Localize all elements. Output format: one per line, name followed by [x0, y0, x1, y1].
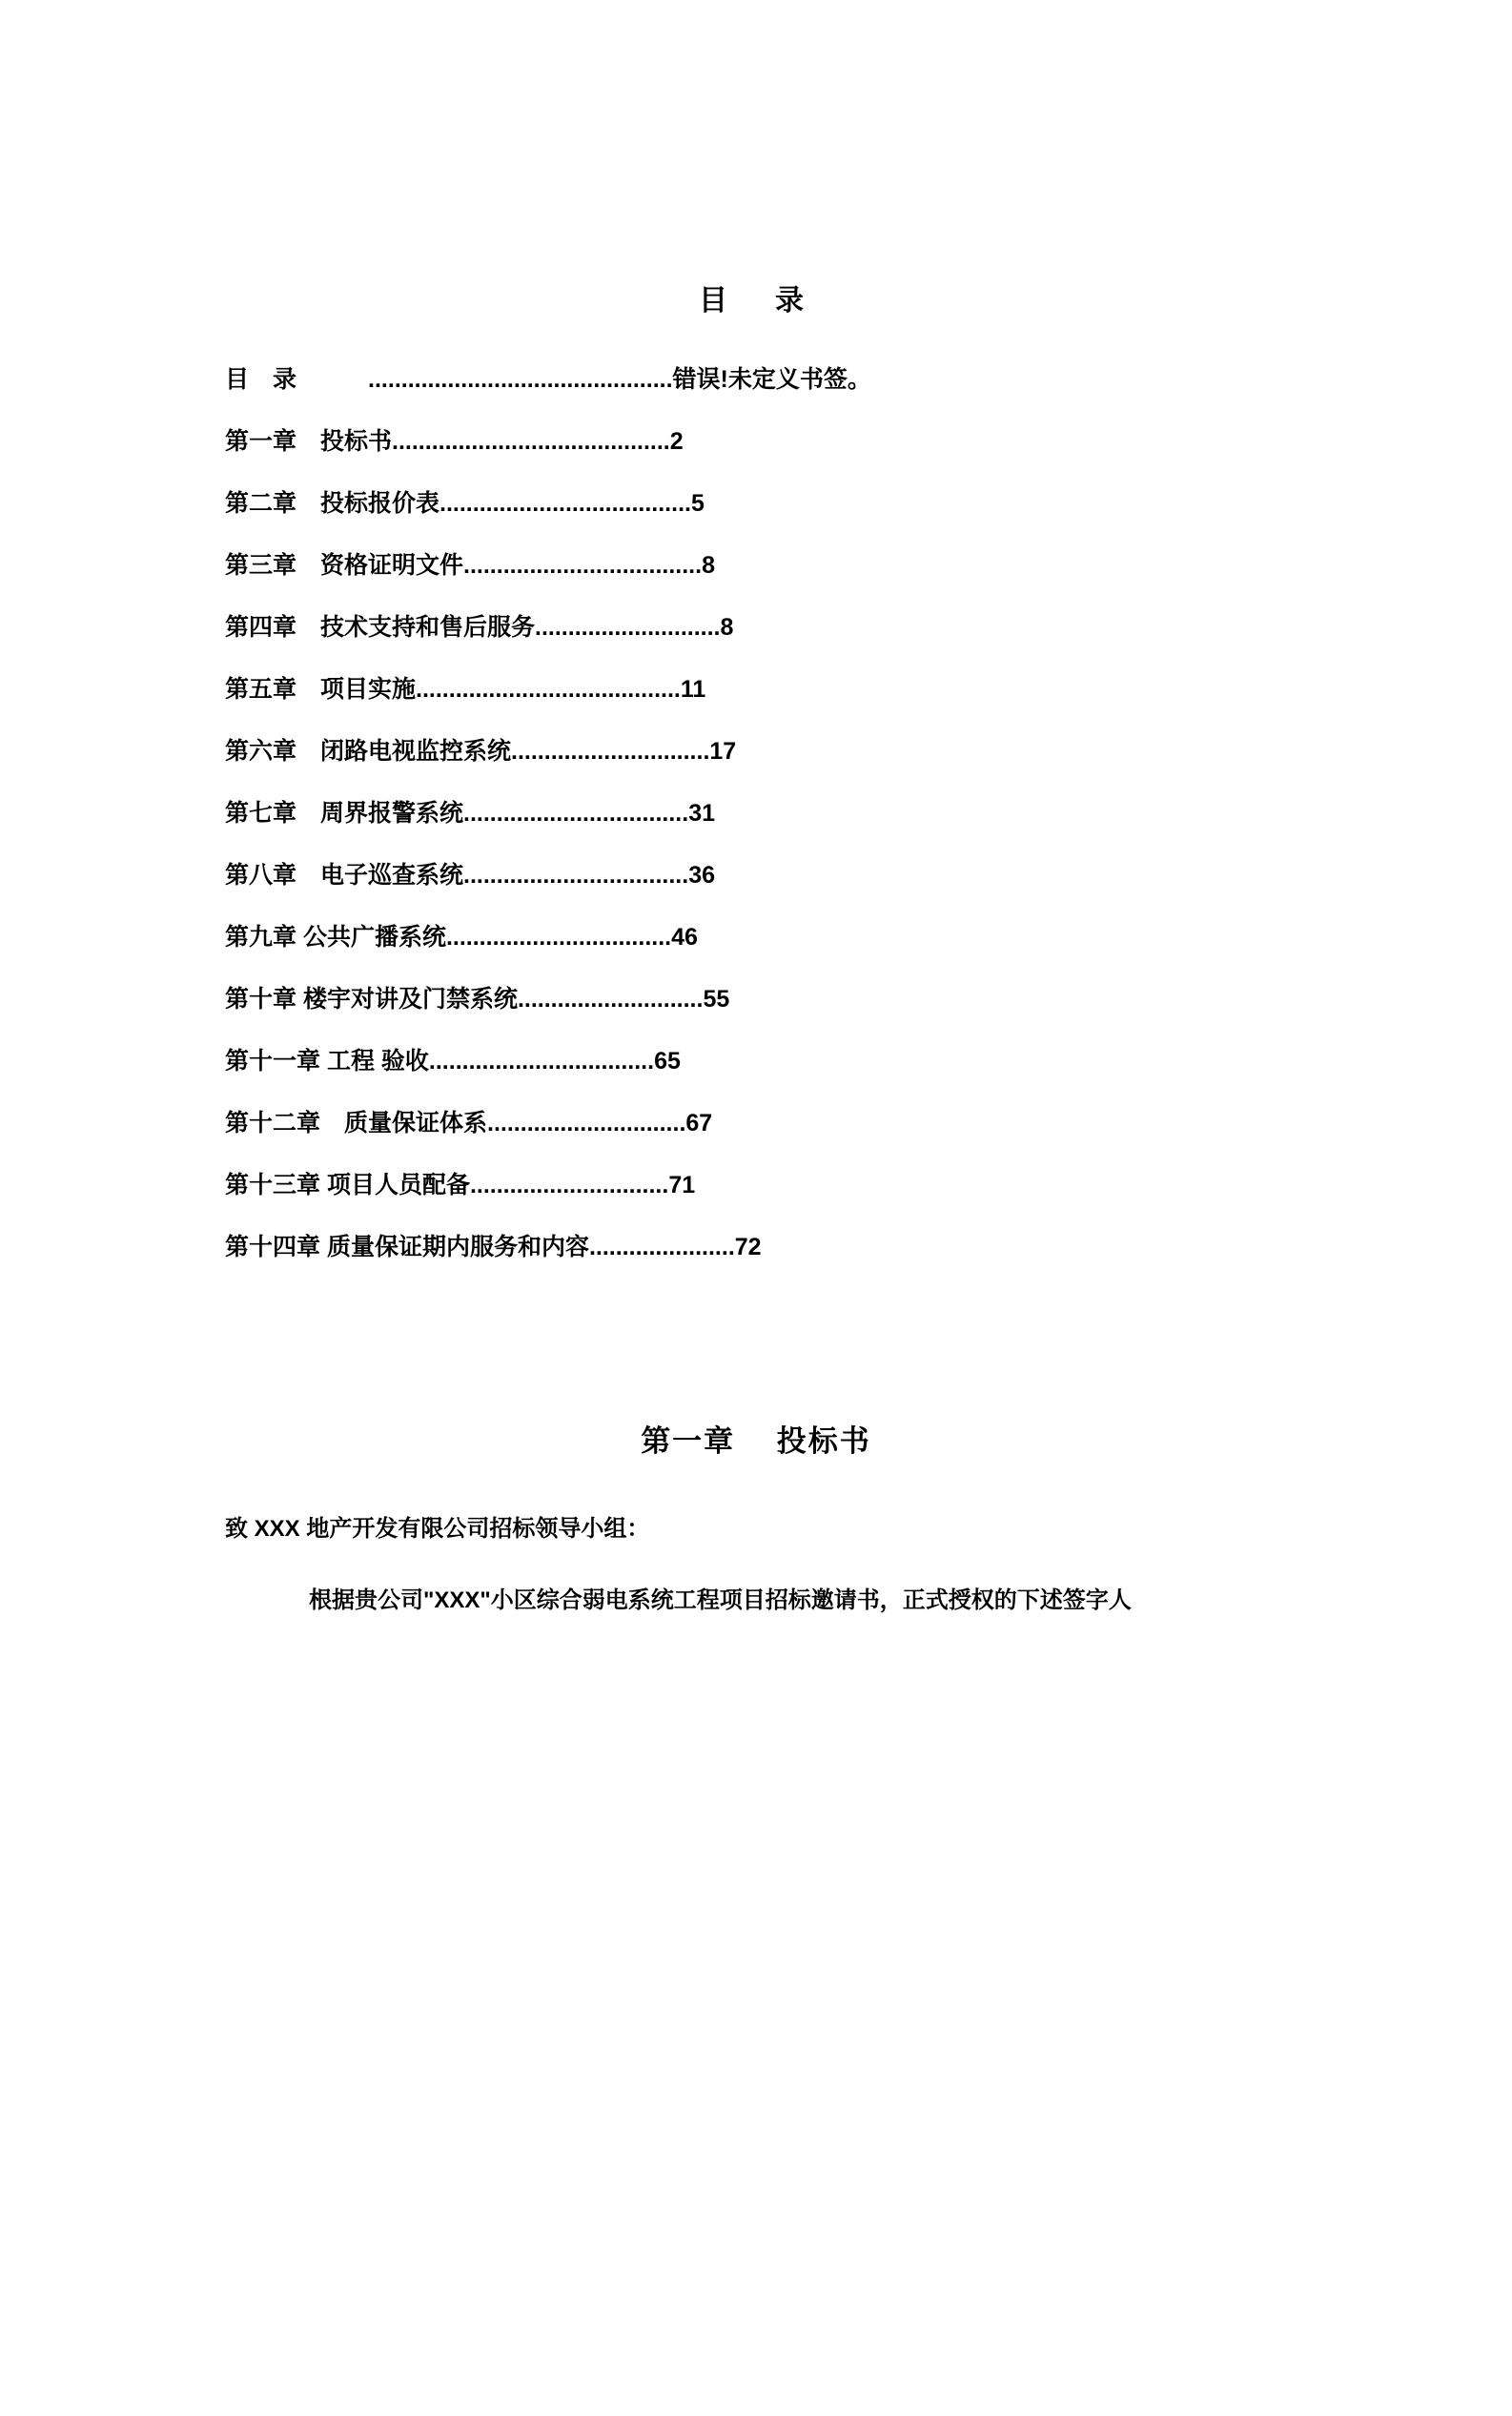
toc-entry-leader-dots: ..................................	[428, 1050, 655, 1074]
toc-entry[interactable]	[225, 926, 1512, 950]
table-of-contents	[0, 368, 1512, 1259]
toc-entry-label: 第八章 电子巡查系统	[225, 862, 464, 889]
toc-entry-page-number: 8	[702, 552, 715, 579]
toc-entry-label: 第十三章 项目人员配备	[225, 1172, 470, 1198]
toc-entry-page-number: 67	[685, 1110, 713, 1136]
toc-entry[interactable]	[225, 1050, 1512, 1074]
toc-entry-page-number: 11	[680, 676, 706, 703]
toc-entry-page-number: 8	[720, 614, 734, 641]
toc-entry-label: 第十二章 质量保证体系	[225, 1110, 488, 1136]
toc-entry-leader-dots: ..............................	[469, 1174, 669, 1198]
toc-entry-leader-dots: ..........................................	[392, 430, 670, 454]
page-title: 目 录	[699, 285, 813, 317]
toc-entry-label: 第十四章 质量保证期内服务和内容	[225, 1234, 589, 1260]
toc-entry-page-number: 65	[654, 1048, 681, 1075]
toc-entry-leader-dots: ......................	[588, 1236, 735, 1259]
toc-entry-label: 第三章 资格证明文件	[225, 552, 464, 579]
toc-entry[interactable]	[225, 492, 1512, 516]
toc-entry-label: 第六章 闭路电视监控系统	[225, 738, 512, 765]
toc-entry-label: 第二章 投标报价表	[225, 490, 440, 517]
toc-entry[interactable]	[225, 1174, 1512, 1198]
toc-entry[interactable]	[225, 802, 1512, 826]
toc-entry-page-number: 17	[709, 738, 737, 765]
toc-entry[interactable]	[225, 430, 1512, 454]
toc-entry-label: 第一章 投标书	[225, 428, 393, 455]
toc-entry[interactable]	[225, 368, 1512, 392]
toc-entry-page-number: 2	[669, 428, 684, 455]
toc-entry-page-number: 5	[690, 490, 705, 517]
toc-entry[interactable]	[225, 988, 1512, 1012]
document-page	[0, 276, 1512, 2416]
chapter-heading: 第一章 投标书	[641, 1424, 871, 1458]
toc-entry-page-number: 错误!未定义书签。	[672, 366, 871, 393]
toc-entry-leader-dots: ........................................	[416, 678, 681, 702]
toc-entry-page-number: 71	[668, 1172, 696, 1198]
toc-entry-leader-dots: ..............................	[487, 1112, 686, 1136]
toc-entry-page-number: 31	[688, 800, 715, 827]
toc-entry-page-number: 46	[671, 924, 698, 951]
toc-entry-leader-dots: ..................................	[463, 802, 689, 826]
toc-entry-label: 第九章 公共广播系统	[225, 924, 446, 951]
body-paragraph: 根据贵公司"XXX"小区综合弱电系统工程项目招标邀请书，正式授权的下述签字人	[309, 1587, 1132, 1613]
toc-entry-leader-dots: ....................................	[463, 554, 703, 578]
toc-entry-label: 第四章 技术支持和售后服务	[225, 614, 536, 641]
toc-entry-page-number: 72	[734, 1234, 762, 1260]
toc-entry[interactable]	[225, 616, 1512, 640]
toc-entry-label: 第十章 楼宇对讲及门禁系统	[225, 986, 518, 1013]
toc-entry[interactable]	[225, 678, 1512, 702]
toc-entry-leader-dots: ..................................	[445, 926, 672, 950]
toc-entry-leader-dots: ..................................	[463, 864, 689, 888]
toc-entry-leader-dots: ............................	[517, 988, 704, 1012]
toc-entry-label: 目 录	[225, 366, 297, 393]
toc-entry-page-number: 55	[703, 986, 730, 1013]
toc-entry-label: 第五章 项目实施	[225, 676, 417, 703]
toc-entry-label: 第十一章 工程 验收	[225, 1048, 429, 1075]
toc-entry-leader-dots: ..............................	[511, 740, 710, 764]
toc-entry-leader-dots: ..............................................	[368, 368, 673, 392]
toc-entry-leader-dots: ......................................	[439, 492, 691, 516]
toc-entry[interactable]	[225, 1236, 1512, 1259]
toc-entry[interactable]	[225, 740, 1512, 764]
toc-entry-page-number: 36	[688, 862, 715, 889]
toc-entry[interactable]	[225, 1112, 1512, 1136]
toc-entry-leader-dots: ............................	[535, 616, 721, 640]
salutation-line: 致 XXX 地产开发有限公司招标领导小组：	[225, 1516, 650, 1542]
toc-entry-gap	[296, 368, 368, 392]
toc-entry[interactable]	[225, 864, 1512, 888]
toc-entry-label: 第七章 周界报警系统	[225, 800, 464, 827]
toc-entry[interactable]	[225, 554, 1512, 578]
